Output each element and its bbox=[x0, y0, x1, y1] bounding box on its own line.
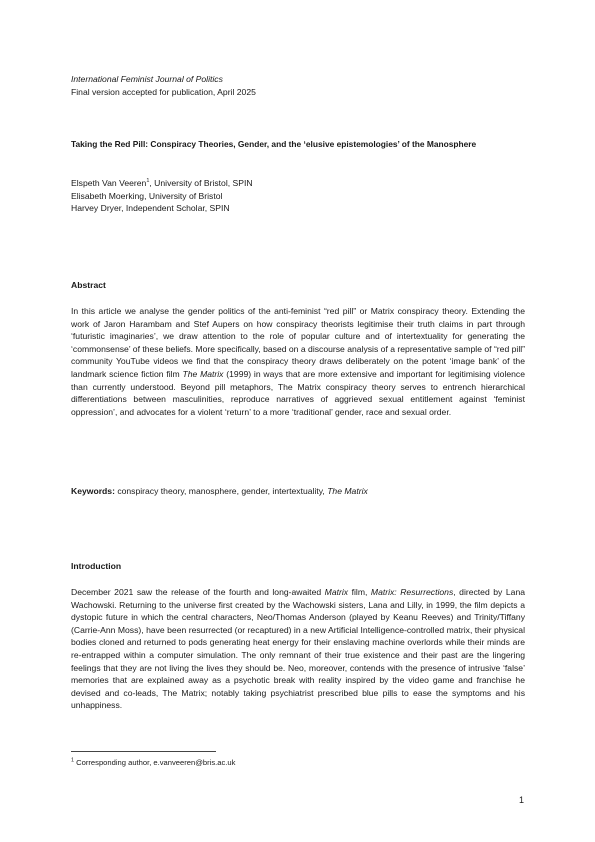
intro-part-1: December 2021 saw the release of the fourth and long-awaited bbox=[71, 587, 325, 597]
intro-part-2: film, bbox=[348, 587, 371, 597]
intro-part-3: , directed by Lana Wachowski. Returning to the universe first created by the Wachowski sisters, Lana and Lilly, in 1999, the film depicts a dystopic future in which the central characters, Neo/Thomas Anderson (played by Keanu Reeves) and Trinity/Tiffany (Carrie-Ann Moss), have been resurrected (or recaptured) in a new Artificial Intelligence-controlled matrix, their physical bodies cloned and returned to pods generating heat energy for their enslaving machine overlords while their minds are re-entrapped within a computer simulation. The only remnant of their true existence and their past are the lingering feelings that they are not living the lives they should be. Neo, moreover, contends with the presence of intrusive ‘false’ memories that are explained away as a psychotic break with reality inspired by the video game and franchise he devised and co-leads, The Matrix; notably taking psychiatrist prescribed blue pills to ease the symptoms and his unhappiness. bbox=[71, 587, 526, 711]
keywords-line bbox=[71, 485, 525, 498]
footnote bbox=[71, 758, 235, 768]
author-affiliation: , University of Bristol bbox=[144, 190, 223, 201]
abstract-heading: Abstract bbox=[71, 280, 106, 290]
journal-header bbox=[71, 73, 525, 98]
footnote-marker: 1 bbox=[146, 178, 150, 185]
film-title: Matrix bbox=[324, 587, 349, 597]
introduction-text bbox=[71, 586, 525, 712]
journal-name: International Feminist Journal of Politics bbox=[71, 74, 223, 84]
abstract-part-2: (1999) in ways that are more extensive and important for legitimising violence than currently understood. Beyond pill metaphors, The Matrix conspiracy theory serves to entrench hierarchical differentiations between masculinities, reproduce narratives of aggrieved sexual entitlement against ‘feminist oppression’, and advocates for a violent ‘return’ to a more ‘traditional’ gender, race and sexual order. bbox=[71, 368, 525, 417]
author-line bbox=[71, 177, 525, 190]
abstract-text bbox=[71, 305, 525, 418]
paper-title: Taking the Red Pill: Conspiracy Theories, Gender, and the ‘elusive epistemologies’ of the Manosphere bbox=[71, 139, 477, 149]
author-line bbox=[71, 190, 525, 203]
introduction-heading: Introduction bbox=[71, 561, 122, 571]
publication-status: Final version accepted for publication, April 2025 bbox=[71, 86, 256, 97]
author-name: Elisabeth Moerking bbox=[71, 190, 145, 201]
author-affiliation: , Independent Scholar, SPIN bbox=[121, 203, 230, 214]
film-title: Matrix: Resurrections bbox=[370, 587, 454, 597]
keywords-label: Keywords: bbox=[71, 486, 115, 496]
film-title: The Matrix bbox=[182, 368, 224, 379]
page-number: 1 bbox=[519, 795, 525, 805]
abstract-part-1: In this article we analyse the gender politics of the anti-feminist “red pill” or Matrix conspiracy theory. Extending the work of Jaron Harambam and Stef Aupers on how conspiracy theorists legitimise their truth claims in part through ‘futuristic imaginaries’, we draw attention to the role of popular culture and of intertextuality for generating the ‘commonsense’ of these beliefs. More specifically, based on a discourse analysis of a representative sample of “red pill” community YouTube videos we find that the conspiracy theory draws deliberately on the potent ‘image bank’ of the landmark science fiction film bbox=[71, 306, 525, 379]
keywords-list: conspiracy theory, manosphere, gender, intertextuality, bbox=[114, 486, 328, 496]
author-affiliation: , University of Bristol, SPIN bbox=[149, 178, 253, 188]
author-line bbox=[71, 202, 525, 215]
footnote-divider bbox=[71, 751, 216, 752]
keyword-film: The Matrix bbox=[327, 486, 368, 496]
footnote-marker: 1 bbox=[71, 757, 75, 764]
footnote-text: Corresponding author, e.vanveeren@bris.ac.uk bbox=[74, 758, 236, 767]
author-name: Harvey Dryer bbox=[71, 203, 122, 214]
author-list bbox=[71, 177, 525, 215]
author-name: Elspeth Van Veeren bbox=[71, 178, 147, 188]
